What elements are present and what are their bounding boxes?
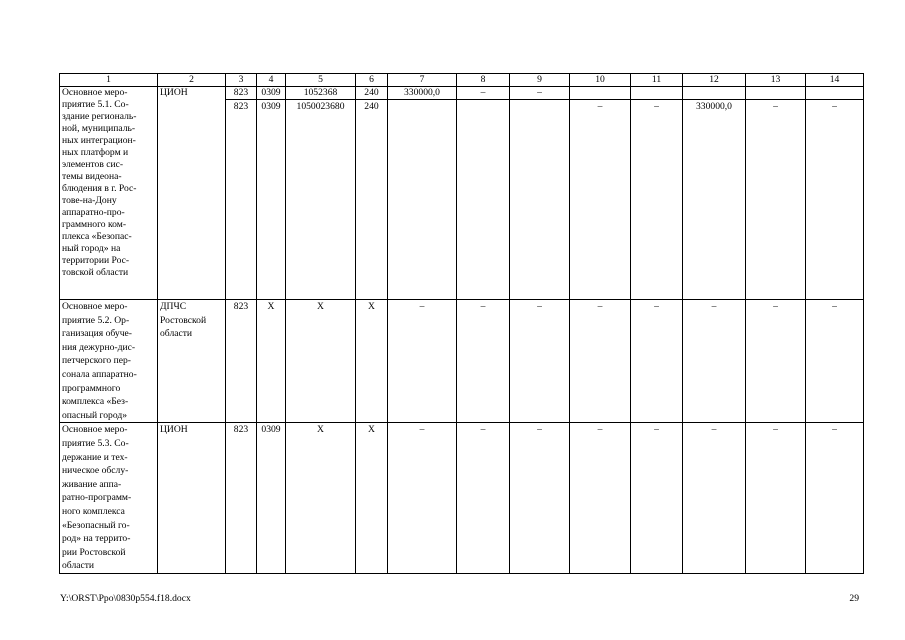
table-cell: – — [457, 423, 510, 574]
col-header: 11 — [631, 74, 683, 87]
table-cell — [806, 87, 864, 100]
measure-description: Основное меро- приятие 5.1. Со- здание региональ- ной, муниципаль- ных интеграцион- ных платформ и элементов сис- темы видеона- блюдения в г. Рос- тове-на-Дону аппаратно-про- граммного ком- плекса «Безопас- ный город» на территории Рос- товской области — [60, 87, 158, 300]
col-header: 8 — [457, 74, 510, 87]
col-header: 13 — [746, 74, 806, 87]
table-cell: Х — [286, 423, 356, 574]
col-header: 14 — [806, 74, 864, 87]
table-cell — [570, 87, 631, 100]
table-cell: – — [570, 423, 631, 574]
table-cell: – — [806, 300, 864, 423]
table-cell: – — [510, 87, 570, 100]
col-header: 3 — [226, 74, 257, 87]
header-row — [60, 74, 864, 87]
col-header: 4 — [257, 74, 286, 87]
table-row — [60, 300, 864, 423]
table-cell: 330000,0 — [388, 87, 457, 100]
table-cell: – — [457, 87, 510, 100]
executor-cell: ДПЧС Ростовской области — [158, 300, 226, 423]
executor-cell: ЦИОН — [158, 423, 226, 574]
table-cell: Х — [257, 300, 286, 423]
table-cell: – — [570, 300, 631, 423]
table-cell: – — [570, 100, 631, 300]
col-header: 12 — [683, 74, 746, 87]
table-cell — [457, 100, 510, 300]
table-cell: Х — [286, 300, 356, 423]
table-cell: – — [631, 300, 683, 423]
table-row — [60, 423, 864, 574]
table-cell: – — [388, 300, 457, 423]
table-cell: – — [806, 100, 864, 300]
table-cell — [510, 100, 570, 300]
table-cell — [388, 100, 457, 300]
table-cell — [683, 87, 746, 100]
table-cell: 240 — [356, 87, 388, 100]
table-cell: 823 — [226, 87, 257, 100]
measure-description: Основное меро- приятие 5.2. Ор- ганизация обуче- ния дежурно-дис- петчерского пер- сонала аппаратно- программного комплекса «Без- опасный город» — [60, 300, 158, 423]
col-header: 2 — [158, 74, 226, 87]
table-cell: Х — [356, 423, 388, 574]
table-cell: 240 — [356, 100, 388, 300]
col-header: 6 — [356, 74, 388, 87]
table-cell: 0309 — [257, 423, 286, 574]
table-cell — [746, 87, 806, 100]
table-cell: – — [683, 423, 746, 574]
table-cell: – — [631, 423, 683, 574]
measure-description: Основное меро- приятие 5.3. Со- держание и тех- ническое обслу- живание аппа- ратно-программ- ного комплекса «Безопасный го- род» на террито- рии Ростовской области — [60, 423, 158, 574]
table-cell: – — [746, 423, 806, 574]
table-cell: – — [510, 423, 570, 574]
table-cell: – — [457, 300, 510, 423]
table-cell: 1052368 — [286, 87, 356, 100]
table-cell: – — [806, 423, 864, 574]
table-cell: – — [746, 100, 806, 300]
table-cell: 0309 — [257, 100, 286, 300]
table-cell: 823 — [226, 300, 257, 423]
table-cell: – — [631, 100, 683, 300]
budget-table — [59, 73, 864, 574]
executor-cell: ЦИОН — [158, 87, 226, 300]
table-cell: – — [388, 423, 457, 574]
table-cell: 0309 — [257, 87, 286, 100]
table-row — [60, 87, 864, 100]
table-cell: 1050023680 — [286, 100, 356, 300]
table-cell — [631, 87, 683, 100]
table-cell: – — [510, 300, 570, 423]
col-header: 5 — [286, 74, 356, 87]
table-cell: – — [746, 300, 806, 423]
col-header: 10 — [570, 74, 631, 87]
table-cell: – — [683, 300, 746, 423]
col-header: 1 — [60, 74, 158, 87]
file-path: Y:\ORST\Ppo\0830p554.f18.docx — [60, 593, 191, 604]
table-cell: 823 — [226, 100, 257, 300]
col-header: 9 — [510, 74, 570, 87]
table-cell: 330000,0 — [683, 100, 746, 300]
col-header: 7 — [388, 74, 457, 87]
page-number: 29 — [849, 593, 859, 604]
table-cell: Х — [356, 300, 388, 423]
table-cell: 823 — [226, 423, 257, 574]
